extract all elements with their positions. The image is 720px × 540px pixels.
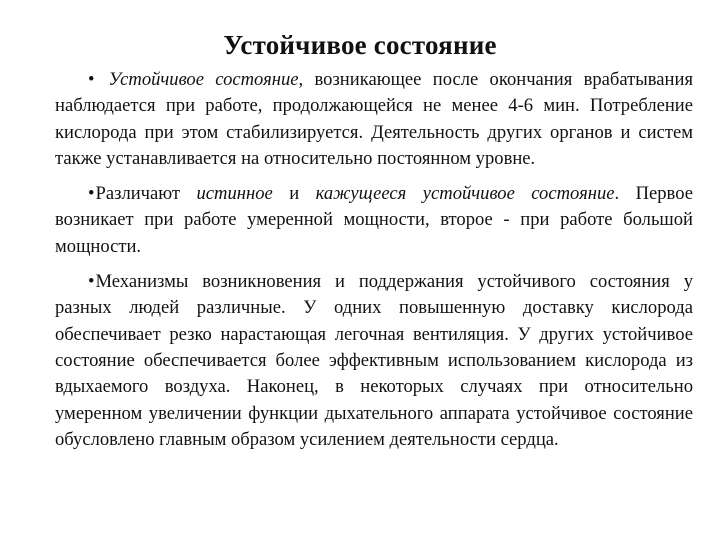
term-steady-state: Устойчивое состояние [108, 69, 299, 90]
paragraph-2 [55, 181, 693, 260]
paragraph-3-text: Механизмы возникновения и поддержания устойчивого состояния у разных людей различные. У одних повышенную доставку кислорода обеспечивает резко нарастающая легочная вентиляция. У других устойчивое состояние обеспечивается более эффективным использованием кислорода из вдыхаемого воздуха. Наконец, в некоторых случаях при относительно умеренном увеличении функции дыхательного аппарата устойчивое состояние обусловлено главным образом усилением деятельности сердца. [55, 271, 693, 450]
bullet-marker: • [88, 271, 95, 293]
paragraph-2-text-b: и [272, 183, 316, 205]
slide-title: Устойчивое состояние [223, 30, 497, 60]
bullet-marker: • [88, 183, 95, 205]
bullet-marker: • [88, 69, 95, 90]
paragraph-2-text-c: . Первое возникает при работе умеренной мощности, второе - при работе большой мощности. [55, 183, 693, 257]
term-true: истинное [196, 183, 273, 205]
term-apparent-steady-state: кажущееся устойчивое состояние [315, 183, 615, 205]
slide-body [55, 67, 693, 453]
paragraph-1 [55, 67, 693, 172]
paragraph-1-text: , возникающее после окончания врабатывания наблюдается при работе, продолжающейся не менее 4-6 мин. Потребление кислорода при этом стабилизируется. Деятельность других органов и систем также устанавливается на относительно постоянном уровне. [55, 69, 693, 169]
paragraph-2-text-a: Различают [95, 183, 197, 205]
paragraph-3 [55, 269, 693, 453]
